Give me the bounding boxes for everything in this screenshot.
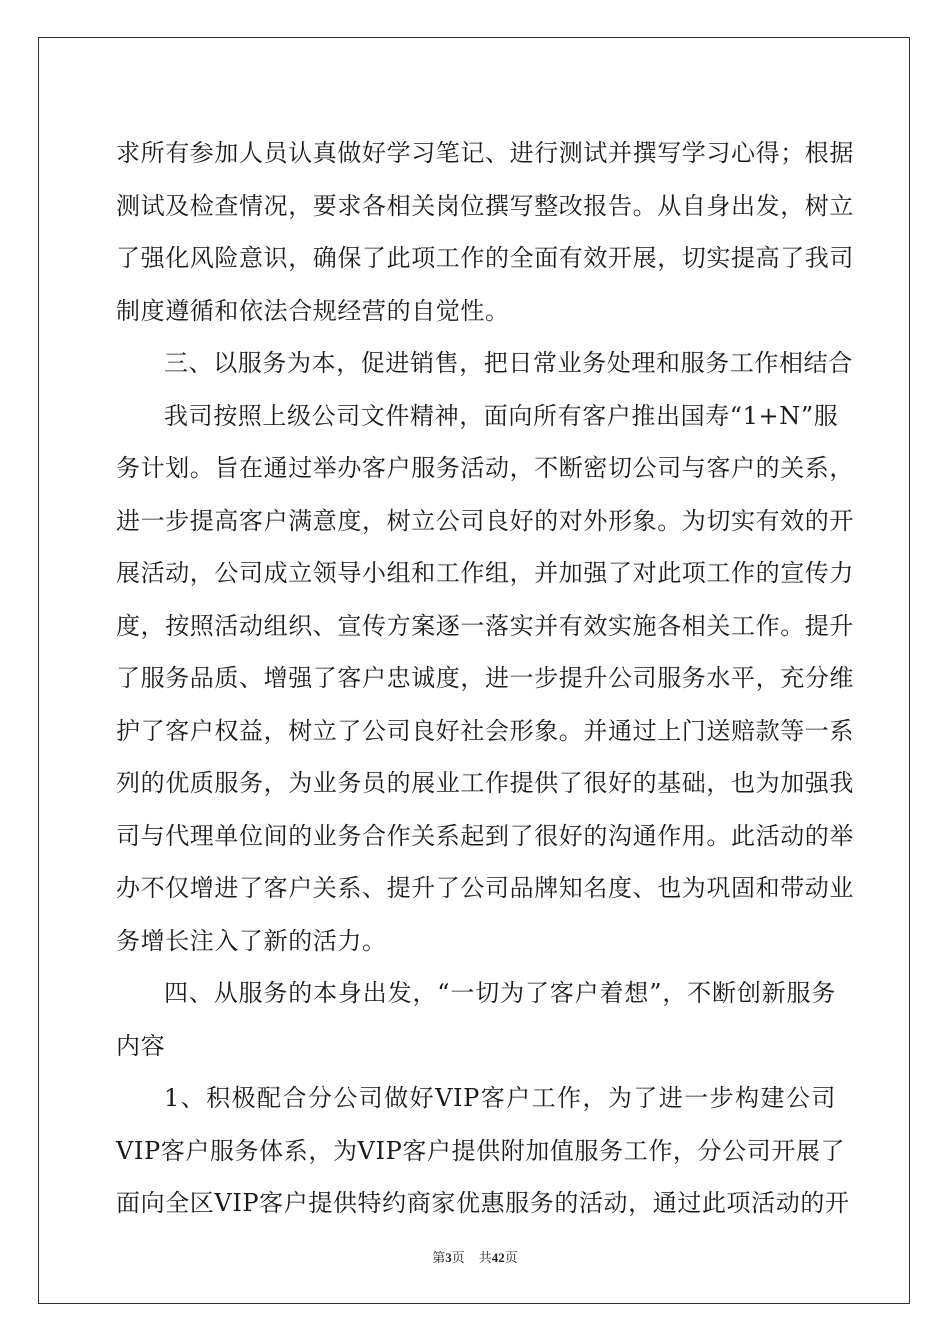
body-line: 我司按照上级公司文件精神，面向所有客户推出国寿“1+N”服 — [164, 401, 839, 430]
body-line: 展活动，公司成立领导小组和工作组，并加强了对此项工作的宣传力 — [116, 559, 854, 587]
body-line: 进一步提高客户满意度，树立公司良好的对外形象。为切实有效的开 — [116, 506, 854, 535]
body-line: 司与代理单位间的业务合作关系起到了很好的沟通作用。此活动的举 — [116, 821, 854, 850]
total-pages: 42 — [491, 1250, 505, 1265]
body-line: 务计划。旨在通过举办客户服务活动，不断密切公司与客户的关系， — [116, 454, 854, 482]
body-line: 了强化风险意识，确保了此项工作的全面有效开展，切实提高了我司 — [116, 244, 854, 272]
page-label-prefix: 第 — [432, 1250, 446, 1265]
page-number: 3 — [445, 1250, 452, 1265]
body-line: 1、积极配合分公司做好VIP客户工作，为了进一步构建公司 — [164, 1084, 836, 1112]
page-footer — [0, 1247, 950, 1266]
body-line: 求所有参加人员认真做好学习笔记、进行测试并撰写学习心得；根据 — [116, 139, 854, 167]
total-label-suffix: 页 — [504, 1250, 518, 1265]
body-line: 办不仅增进了客户关系、提升了公司品牌知名度、也为巩固和带动业 — [116, 874, 854, 902]
body-line: 护了客户权益，树立了公司良好社会形象。并通过上门送赔款等一系 — [116, 716, 854, 745]
total-label-prefix: 共 — [478, 1250, 492, 1265]
body-line: 列的优质服务，为业务员的展业工作提供了很好的基础，也为加强我 — [116, 769, 854, 797]
body-line: 了服务品质、增强了客户忠诚度，进一步提升公司服务水平，充分维 — [116, 664, 854, 692]
body-line: 制度遵循和依法合规经营的自觉性。 — [116, 296, 510, 325]
body-line: 务增长注入了新的活力。 — [116, 926, 387, 955]
body-line: 度，按照活动组织、宣传方案逐一落实并有效实施各相关工作。提升 — [116, 611, 854, 640]
document-body — [116, 127, 854, 1230]
section-heading-3: 三、以服务为本，促进销售，把日常业务处理和服务工作相结合 — [164, 349, 853, 377]
body-line: 面向全区VIP客户提供特约商家优惠服务的活动，通过此项活动的开 — [116, 1189, 850, 1217]
section-heading-4: 四、从服务的本身出发，“一切为了客户着想”，不断创新服务 — [164, 979, 836, 1007]
page-label-suffix: 页 — [451, 1250, 465, 1265]
body-line: 测试及检查情况，要求各相关岗位撰写整改报告。从自身出发，树立 — [116, 191, 854, 220]
body-line: VIP客户服务体系，为VIP客户提供附加值服务工作，分公司开展了 — [116, 1136, 846, 1165]
section-heading-4-cont: 内容 — [116, 1031, 166, 1060]
